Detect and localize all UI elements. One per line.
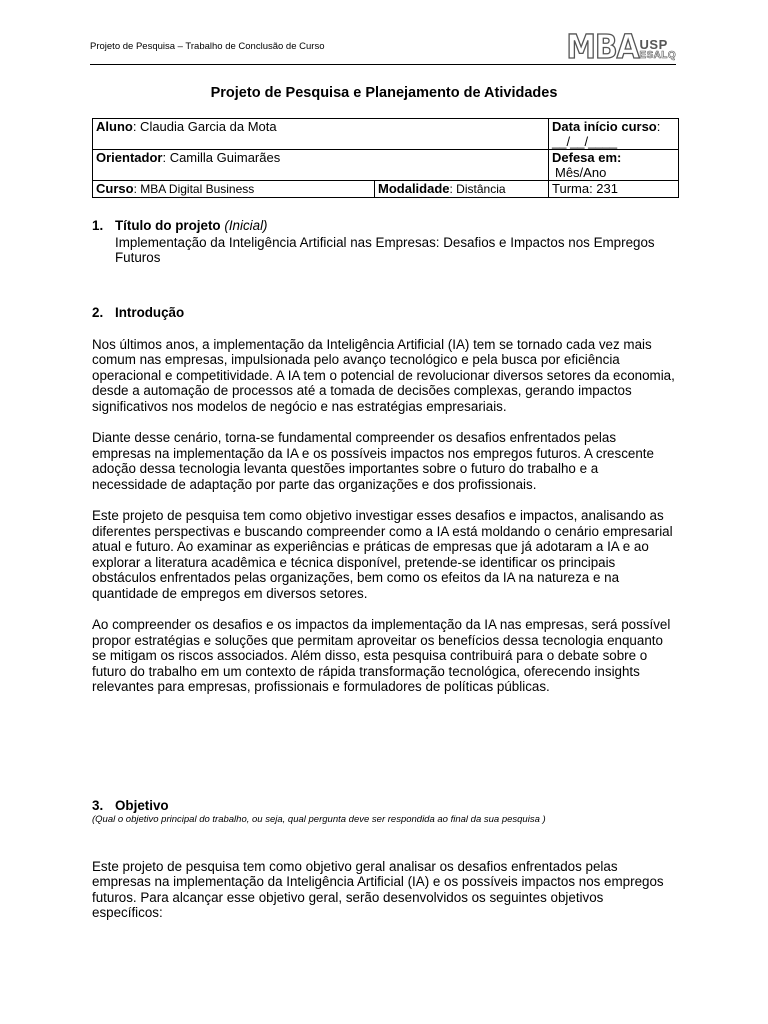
data-inicio-colon: : bbox=[656, 119, 661, 134]
curso-label: Curso bbox=[96, 181, 134, 196]
data-inicio-cell bbox=[549, 119, 679, 150]
aluno-label: Aluno bbox=[96, 119, 133, 134]
orientador-label: Orientador bbox=[96, 150, 163, 165]
section-3-number: 3. bbox=[92, 798, 104, 813]
intro-paragraph-1: Nos últimos anos, a implementação da Inteligência Artificial (IA) tem se tornado cada vez mais comum nas empresas, impulsionada pelo avanço tecnológico e pela busca por eficiência operacional e competitividade. A IA tem o potencial de revolucionar diversos setores da economia, desde a automação de processos até a tomada de decisões complexas, gerando impactos significativos nos modelos de negócio e nas estratégias empresariais. bbox=[92, 336, 675, 414]
aluno-cell bbox=[93, 119, 549, 150]
project-title-text: Implementação da Inteligência Artificial nas Empresas: Desafios e Impactos nos Empregos Futuros bbox=[115, 234, 655, 265]
curso-value: : MBA Digital Business bbox=[133, 182, 255, 196]
aluno-value: : Claudia Garcia da Mota bbox=[132, 119, 277, 134]
intro-paragraph-3: Este projeto de pesquisa tem como objetivo investigar esses desafios e impactos, analisando as diferentes perspectivas e buscando compreender como a IA está moldando o cenário empresarial atual e futuro. Ao examinar as experiências e práticas de empresas que já adotaram a IA e ao explorar a literatura acadêmica e técnica disponível, pretende-se identificar os principais obstáculos enfrentados pelas organizações, bem como os efeitos da IA na natureza e na quantidade de empregos em diversos setores. bbox=[92, 508, 673, 601]
defesa-value: Mês/Ano bbox=[555, 165, 607, 180]
info-row-aluno bbox=[93, 119, 679, 150]
running-title: Projeto de Pesquisa – Trabalho de Conclusão de Curso bbox=[90, 41, 325, 52]
objective-text: Este projeto de pesquisa tem como objetivo geral analisar os desafios enfrentados pelas empresas na implementação da Inteligência Artificial (IA) e os possíveis impactos nos empregos futuros. Para alcançar esse objetivo geral, serão desenvolvidos os seguintes objetivos específicos: bbox=[92, 858, 664, 920]
section-3-title: Objetivo bbox=[115, 798, 169, 813]
logo-usp-text: USP bbox=[639, 37, 668, 52]
intro-paragraph-2: Diante desse cenário, torna-se fundamental compreender os desafios enfrentados pelas empresas na implementação da IA e os possíveis impactos nos empregos futuros. A crescente adoção dessa tecnologia levanta questões importantes sobre o futuro do trabalho e a necessidade de adaptação por parte das organizações e dos profissionais. bbox=[92, 430, 654, 492]
modalidade-value: : Distância bbox=[449, 182, 506, 196]
logo-esalq-text: ESALQ bbox=[639, 50, 676, 61]
section-introducao bbox=[92, 305, 676, 695]
section-3-note: (Qual o objetivo principal do trabalho, ou seja, qual pergunta deve ser respondida ao final da sua pesquisa ) bbox=[92, 813, 546, 825]
intro-paragraph-4: Ao compreender os desafios e os impactos da implementação da IA nas empresas, será possível propor estratégias e soluções que permitam aproveitar os benefícios dessa tecnologia enquanto se mitigam os riscos associados. Além disso, esta pesquisa contribuirá para o debate sobre o futuro do trabalho em um contexto de rápida transformação tecnológica, oferecendo insights relevantes para empresas, profissionais e formuladores de políticas públicas. bbox=[92, 617, 671, 694]
section-3-heading bbox=[92, 798, 676, 814]
document-title: Projeto de Pesquisa e Planejamento de Atividades bbox=[210, 85, 558, 101]
section-2-heading bbox=[92, 305, 676, 321]
orientador-value: : Camilla Guimarães bbox=[162, 150, 281, 165]
section-objetivo bbox=[92, 798, 676, 921]
defesa-cell bbox=[549, 150, 679, 181]
data-inicio-value: __/__/____ bbox=[552, 134, 618, 149]
modalidade-label: Modalidade bbox=[378, 181, 450, 196]
section-1-title: Título do projeto bbox=[115, 218, 221, 233]
section-2-number: 2. bbox=[92, 305, 104, 320]
section-titulo bbox=[92, 218, 676, 266]
turma-cell bbox=[549, 181, 679, 198]
turma-value: Turma: 231 bbox=[552, 181, 618, 196]
logo-mba-text: MBA bbox=[566, 27, 639, 66]
logo-side bbox=[640, 38, 676, 61]
modalidade-cell bbox=[375, 181, 549, 198]
curso-cell bbox=[93, 181, 375, 198]
mba-usp-esalq-logo bbox=[566, 27, 676, 66]
info-row-orientador bbox=[93, 150, 679, 181]
orientador-cell bbox=[93, 150, 549, 181]
page-header bbox=[90, 28, 676, 65]
section-1-note: (Inicial) bbox=[224, 218, 268, 233]
info-row-curso bbox=[93, 181, 679, 198]
section-1-number: 1. bbox=[92, 218, 104, 233]
defesa-label: Defesa em: bbox=[552, 150, 622, 165]
student-info-table bbox=[92, 118, 679, 198]
data-inicio-label: Data início curso bbox=[552, 119, 657, 134]
section-1-heading bbox=[92, 218, 676, 234]
section-2-title: Introdução bbox=[115, 305, 185, 320]
